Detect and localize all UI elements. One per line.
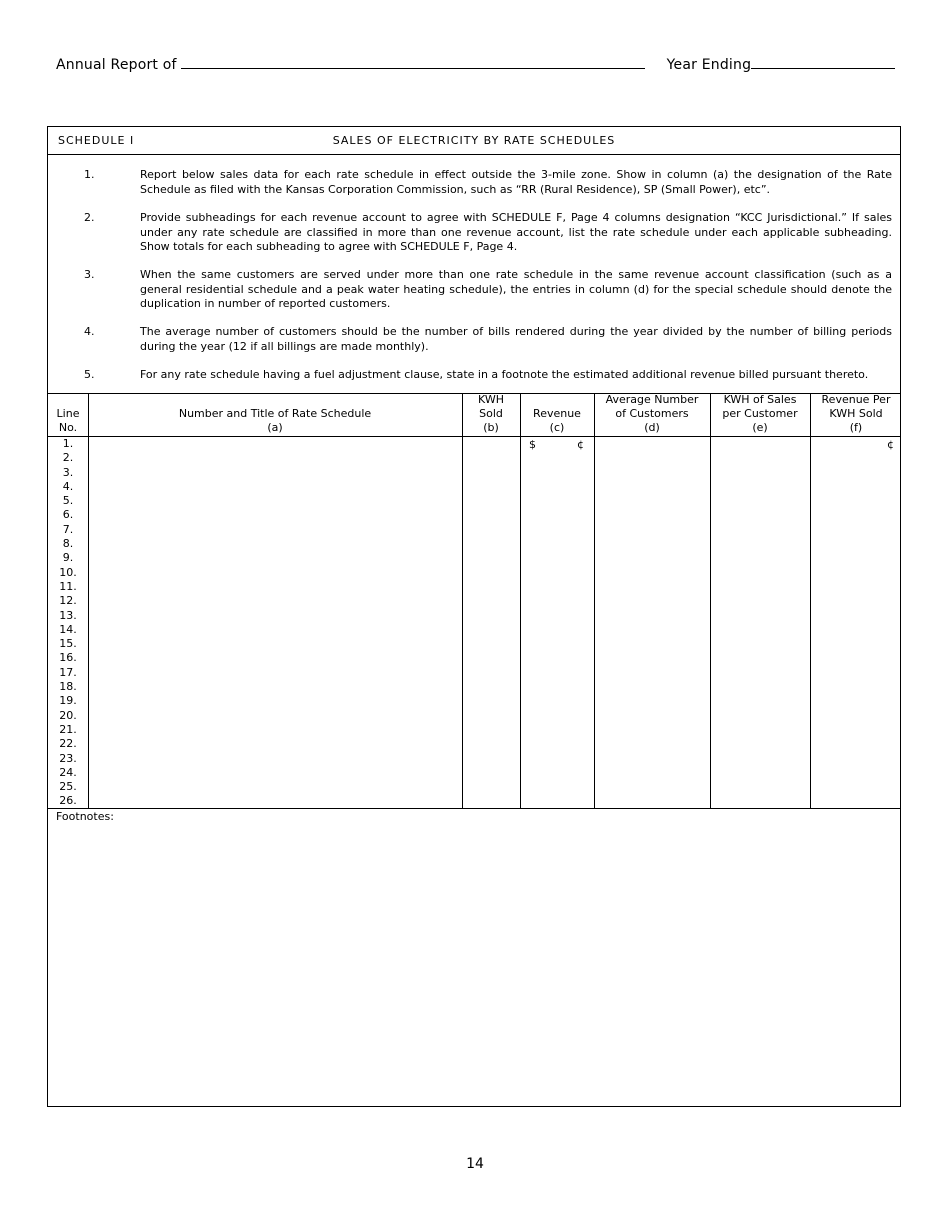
- column-header-revenue: [520, 394, 594, 436]
- column-header-kwh-sold: [462, 394, 520, 436]
- line-number: 24.: [59, 765, 77, 779]
- header-text: KWH of Sales: [723, 393, 797, 406]
- instruction-text: Report below sales data for each rate schedule in effect outside the 3-mile zone. Show in column (a) the designation of the Rate Schedule as filed with the Kansas Corporation Commission, such as “RR (Rural Residence), SP (Small Power), etc”.: [140, 168, 892, 196]
- header-text: of Customers: [615, 407, 689, 420]
- line-number: 6.: [62, 508, 74, 522]
- line-number: 10.: [59, 565, 77, 579]
- header-text: No.: [58, 421, 78, 434]
- line-number: 23.: [59, 751, 77, 765]
- footnotes-label: Footnotes:: [56, 810, 114, 823]
- instruction-number: 3.: [84, 268, 95, 281]
- column-divider: [520, 394, 521, 808]
- line-number: 5.: [62, 494, 74, 508]
- line-number: 19.: [59, 694, 77, 708]
- line-number: 2.: [62, 451, 74, 465]
- instruction-text: For any rate schedule having a fuel adjustment clause, state in a footnote the estimated additional revenue billed pursuant thereto.: [140, 368, 869, 381]
- column-divider: [88, 394, 89, 808]
- line-number: 4.: [62, 479, 74, 493]
- line-number: 12.: [59, 594, 77, 608]
- line-number: 16.: [59, 651, 77, 665]
- header-text: KWH: [478, 393, 504, 406]
- column-header-kwh-per-customer: [710, 394, 810, 436]
- header-text: Number and Title of Rate Schedule: [178, 407, 372, 420]
- header-text: (c): [549, 421, 565, 434]
- line-number-list: [48, 437, 88, 809]
- header-text: KWH Sold: [829, 407, 883, 420]
- year-ending-blank[interactable]: [751, 56, 895, 69]
- column-header-revenue-per-kwh: [810, 394, 902, 436]
- line-number: 20.: [59, 708, 77, 722]
- header-divider: [48, 436, 900, 437]
- line-number: 17.: [59, 665, 77, 679]
- rate-schedule-table: [48, 393, 900, 808]
- line-number: 21.: [59, 722, 77, 736]
- line-number: 18.: [59, 680, 77, 694]
- column-divider: [462, 394, 463, 808]
- page-number: 14: [466, 1156, 484, 1172]
- line-number: 26.: [59, 794, 77, 808]
- line-number: 14.: [59, 622, 77, 636]
- schedule-id: SCHEDULE I: [58, 134, 135, 147]
- report-header: [56, 56, 895, 73]
- cent-symbol: ¢: [577, 438, 584, 451]
- instructions: [48, 155, 900, 393]
- line-number: 15.: [59, 637, 77, 651]
- column-divider: [810, 394, 811, 808]
- line-number: 22.: [59, 737, 77, 751]
- line-number: 7.: [62, 522, 74, 536]
- annual-report-label: Annual Report of: [56, 57, 177, 73]
- line-number: 25.: [59, 780, 77, 794]
- instruction-number: 5.: [84, 368, 95, 381]
- column-divider: [710, 394, 711, 808]
- header-text: (e): [752, 421, 768, 434]
- header-text: (b): [483, 421, 499, 434]
- footnotes-area[interactable]: [48, 808, 900, 1106]
- line-number: 13.: [59, 608, 77, 622]
- dollar-symbol: $: [529, 438, 536, 451]
- schedule-title: SALES OF ELECTRICITY BY RATE SCHEDULES: [332, 134, 616, 147]
- header-text: (f): [849, 421, 863, 434]
- instruction-number: 1.: [84, 168, 95, 181]
- column-header-avg-customers: [594, 394, 710, 436]
- line-number: 1.: [62, 437, 74, 450]
- line-number: 9.: [62, 551, 74, 565]
- instruction-number: 2.: [84, 211, 95, 224]
- header-text: (d): [644, 421, 660, 434]
- line-number: 8.: [62, 537, 74, 551]
- schedule-frame: [47, 126, 901, 1107]
- header-text: (a): [267, 421, 283, 434]
- line-number: 3.: [62, 465, 74, 479]
- year-ending-label: Year Ending: [666, 57, 752, 73]
- instruction-text: The average number of customers should be the number of bills rendered during the year divided by the number of billing periods during the year (12 if all billings are made monthly).: [140, 325, 892, 353]
- instruction-text: When the same customers are served under more than one rate schedule in the same revenue account classification (such as a general residential schedule and a peak water heating schedule), the entries in column (d) for the special schedule should denote the duplication in number of reported customers.: [140, 268, 892, 310]
- header-text: Line: [56, 407, 80, 420]
- header-text: Sold: [479, 407, 503, 420]
- header-text: Average Number: [605, 393, 699, 406]
- schedule-titlebar: [48, 127, 900, 155]
- instruction-text: Provide subheadings for each revenue account to agree with SCHEDULE F, Page 4 columns designation “KCC Jurisdictional.” If sales under any rate schedule are classified in more than one revenue account, list the rate schedule under each applicable subheading. Show totals for each subheading to agree with SCHEDULE F, Page 4.: [140, 211, 892, 253]
- line-number: 11.: [59, 579, 77, 593]
- header-text: Revenue Per: [821, 393, 891, 406]
- column-divider: [594, 394, 595, 808]
- instruction-number: 4.: [84, 325, 95, 338]
- header-text: Revenue: [533, 407, 581, 420]
- header-text: per Customer: [722, 407, 798, 420]
- column-header-line-no: [48, 394, 88, 436]
- column-header-rate-schedule: [88, 394, 462, 436]
- cent-symbol: ¢: [887, 438, 894, 451]
- annual-report-blank[interactable]: [181, 56, 645, 69]
